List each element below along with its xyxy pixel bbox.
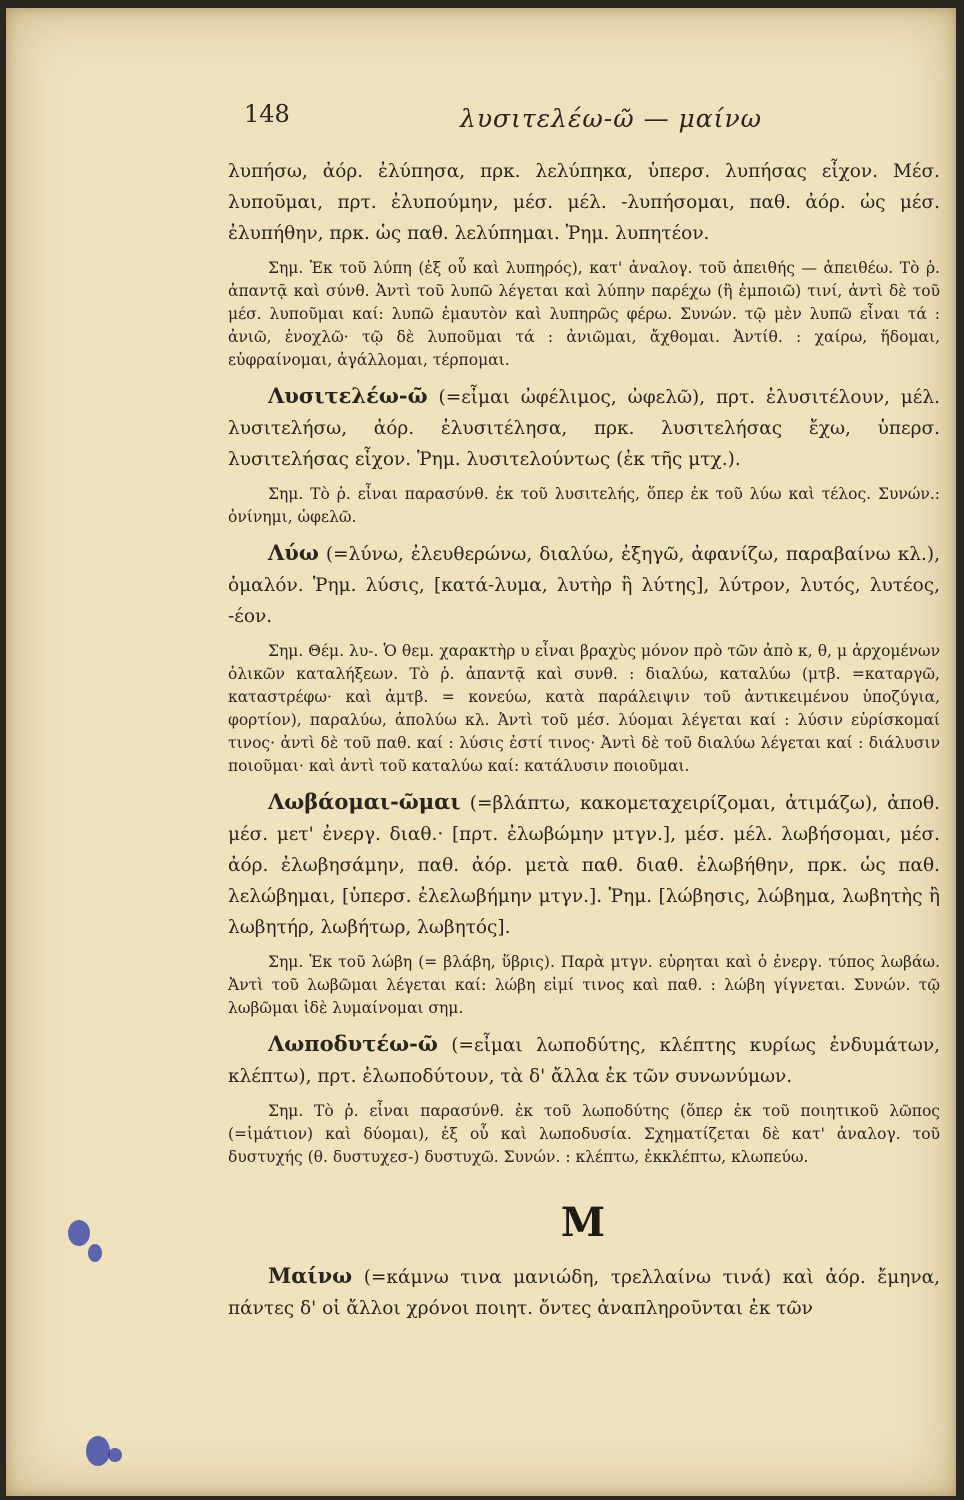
- page-header: [244, 100, 916, 140]
- note-lysiteleo: [228, 483, 940, 529]
- note-text: Σημ. Ἐκ τοῦ λώβη (= βλάβη, ὕβρις). Παρὰ μτγν. εὑρηται καὶ ὁ ἐνεργ. τύπος λωβάω. Ἀντὶ τοῦ λωβῶμαι λέγεται καί: λώβη εἰμί τινος καὶ παθ. : λώβη γίγνεται. Συνών. τῷ λωβῶμαι ἰδὲ λυμαίνομαι σημ.: [228, 953, 940, 1017]
- entry-text: (=βλάπτω, κακομεταχειρίζομαι, ἀτιμάζω), ἀποθ. μέσ. μετ' ἐνεργ. διαθ.· [πρτ. ἐλωβώμην μτγν.], μέσ. μέλ. λωβήσομαι, μέσ. ἀόρ. ἐλωβησάμην, παθ. ἀόρ. μετὰ παθ. διαθ. ἐλωβήθην, πρκ. ὡς παθ. λελώβημαι, [ὑπερσ. ἐλελωβήμην μτγν.]. Ῥημ. [λώβησις, λώβημα, λωβητὴς ἢ λωβητήρ, λωβήτωρ, λωβητός].: [228, 793, 940, 938]
- note-lobaomai: [228, 951, 940, 1020]
- running-head: λυσιτελέω-ῶ — μαίνω: [460, 104, 763, 133]
- entry-text: (=λύνω, ἐλευθερώνω, διαλύω, ἐξηγῶ, ἀφανίζω, παραβαίνω κλ.), ὁμαλόν. Ῥημ. λύσις, [κατά-λυμα, λυτὴρ ἢ λύτης], λύτρον, λυτός, λυτέος, -έον.: [228, 544, 940, 627]
- ink-stain: [88, 1244, 102, 1262]
- headword: Μαίνω: [268, 1263, 353, 1288]
- entry-lopodyteo: [228, 1028, 940, 1092]
- note-text: Σημ. Ἐκ τοῦ λύπη (ἐξ οὗ καὶ λυπηρός), κατ' ἀναλογ. τοῦ ἀπειθής — ἀπειθέω. Τὸ ῥ. ἀπαντᾷ καὶ σύνθ. Ἀντὶ τοῦ λυπῶ λέγεται καὶ λύπην παρέχω (ἢ ἐμποιῶ) τινί, ἀντὶ δὲ τοῦ μέσ. λυποῦμαι καί: λυπῶ ἐμαυτὸν καὶ λυπηρῶς φέρω. Συνών. τῷ μὲν λυπῶ εἶναι τά : ἀνιῶ, ἐνοχλῶ· τῷ δὲ λυποῦμαι τά : ἀνιῶμαι, ἄχθομαι. Ἀντίθ. : χαίρω, ἥδομαι, εὐφραίνομαι, ἀγάλλομαι, τέρπομαι.: [228, 259, 940, 369]
- paragraph-text: λυπήσω, ἀόρ. ἐλύπησα, πρκ. λελύπηκα, ὑπερσ. λυπήσας εἶχον. Μέσ. λυποῦμαι, πρτ. ἐλυπούμην, μέσ. μέλ. -λυπήσομαι, παθ. ἀόρ. ὡς μέσ. ἐλυπήθην, πρκ. ὡς παθ. λελύπημαι. Ῥημ. λυπητέον.: [228, 161, 940, 244]
- note-text: Σημ. Τὸ ῥ. εἶναι παρασύνθ. ἐκ τοῦ λυσιτελής, ὅπερ ἐκ τοῦ λύω καὶ τέλος. Συνών.: ὀνίνημι, ὠφελῶ.: [228, 485, 940, 526]
- ink-stain: [86, 1436, 110, 1466]
- note-lopodyteo: [228, 1100, 940, 1169]
- section-letter: Μ: [560, 1199, 608, 1246]
- dictionary-text: [228, 156, 940, 1324]
- headword: Λωποδυτέω-ῶ: [268, 1031, 438, 1056]
- entry-text: (=εἶμαι λωποδύτης, κλέπτης κυρίως ἐνδυμάτων, κλέπτω), πρτ. ἐλωποδύτουν, τὰ δ' ἄλλα ἐκ τῶν συνωνύμων.: [228, 1035, 940, 1087]
- ink-stain: [68, 1220, 90, 1246]
- note-lypo: [228, 257, 940, 372]
- note-lyo: [228, 640, 940, 778]
- entry-lyo: [228, 537, 940, 632]
- entry-text: (=εἶμαι ὠφέλιμος, ὠφελῶ), πρτ. ἐλυσιτέλουν, μέλ. λυσιτελήσω, ἀόρ. ἐλυσιτέλησα, πρκ. λυσιτελήσας ἔχω, ὑπερσ. λυσιτελήσας εἶχον. Ῥημ. λυσιτελούντως (ἐκ τῆς μτχ.).: [228, 387, 940, 470]
- headword: Λυσιτελέω-ῶ: [268, 383, 428, 408]
- headword: Λύω: [268, 540, 319, 565]
- book-page: [6, 8, 956, 1496]
- entry-lobaomai: [228, 786, 940, 943]
- headword: Λωβάομαι-ῶμαι: [268, 789, 461, 814]
- entry-lysiteleo: [228, 380, 940, 475]
- entry-continuation: [228, 156, 940, 249]
- note-text: Σημ. Θέμ. λυ-. Ὁ θεμ. χαρακτὴρ υ εἶναι βραχὺς μόνον πρὸ τῶν ἀπὸ κ, θ, μ ἀρχομένων ὀλικῶν καταλήξεων. Τὸ ῥ. ἀπαντᾷ καὶ συνθ. : διαλύω, καταλύω (μτβ. =καταργῶ, καταστρέφω· καὶ ἀμτβ. = κονεύω, κατὰ παράλειψιν τοῦ ἀντικειμένου ὑποζύγια, φορτίον), παραλύω, ἀπολύω κλ. Ἀντὶ τοῦ μέσ. λύομαι λέγεται καί : λύσιν εὑρίσκομαί τινος· ἀντὶ δὲ τοῦ παθ. καί : λύσις ἐστί τινος· Ἀντὶ δὲ τοῦ διαλύω λέγεται καί : διάλυσιν ποιοῦμαι· καὶ ἀντὶ τοῦ καταλύω καί: κατάλυσιν ποιοῦμαι.: [228, 642, 940, 775]
- page-number: 148: [244, 100, 290, 128]
- note-text: Σημ. Τὸ ῥ. εἶναι παρασύνθ. ἐκ τοῦ λωποδύτης (ὅπερ ἐκ τοῦ ποιητικοῦ λῶπος (=ἱμάτιον) καὶ δύομαι), ἐξ οὗ καὶ λωποδυσία. Σχηματίζεται δὲ κατ' ἀναλογ. τοῦ δυστυχής (θ. δυστυχεσ-) δυστυχῶ. Συνών. : κλέπτω, ἐκκλέπτω, κλωπεύω.: [228, 1102, 940, 1166]
- entry-maino: [228, 1260, 940, 1324]
- ink-stain: [108, 1448, 122, 1462]
- entry-text: (=κάμνω τινα μανιώδη, τρελλαίνω τινά) καὶ ἀόρ. ἔμηνα, πάντες δ' οἱ ἄλλοι χρόνοι ποιητ. ὄντες ἀναπληροῦνται ἐκ τῶν: [228, 1267, 940, 1319]
